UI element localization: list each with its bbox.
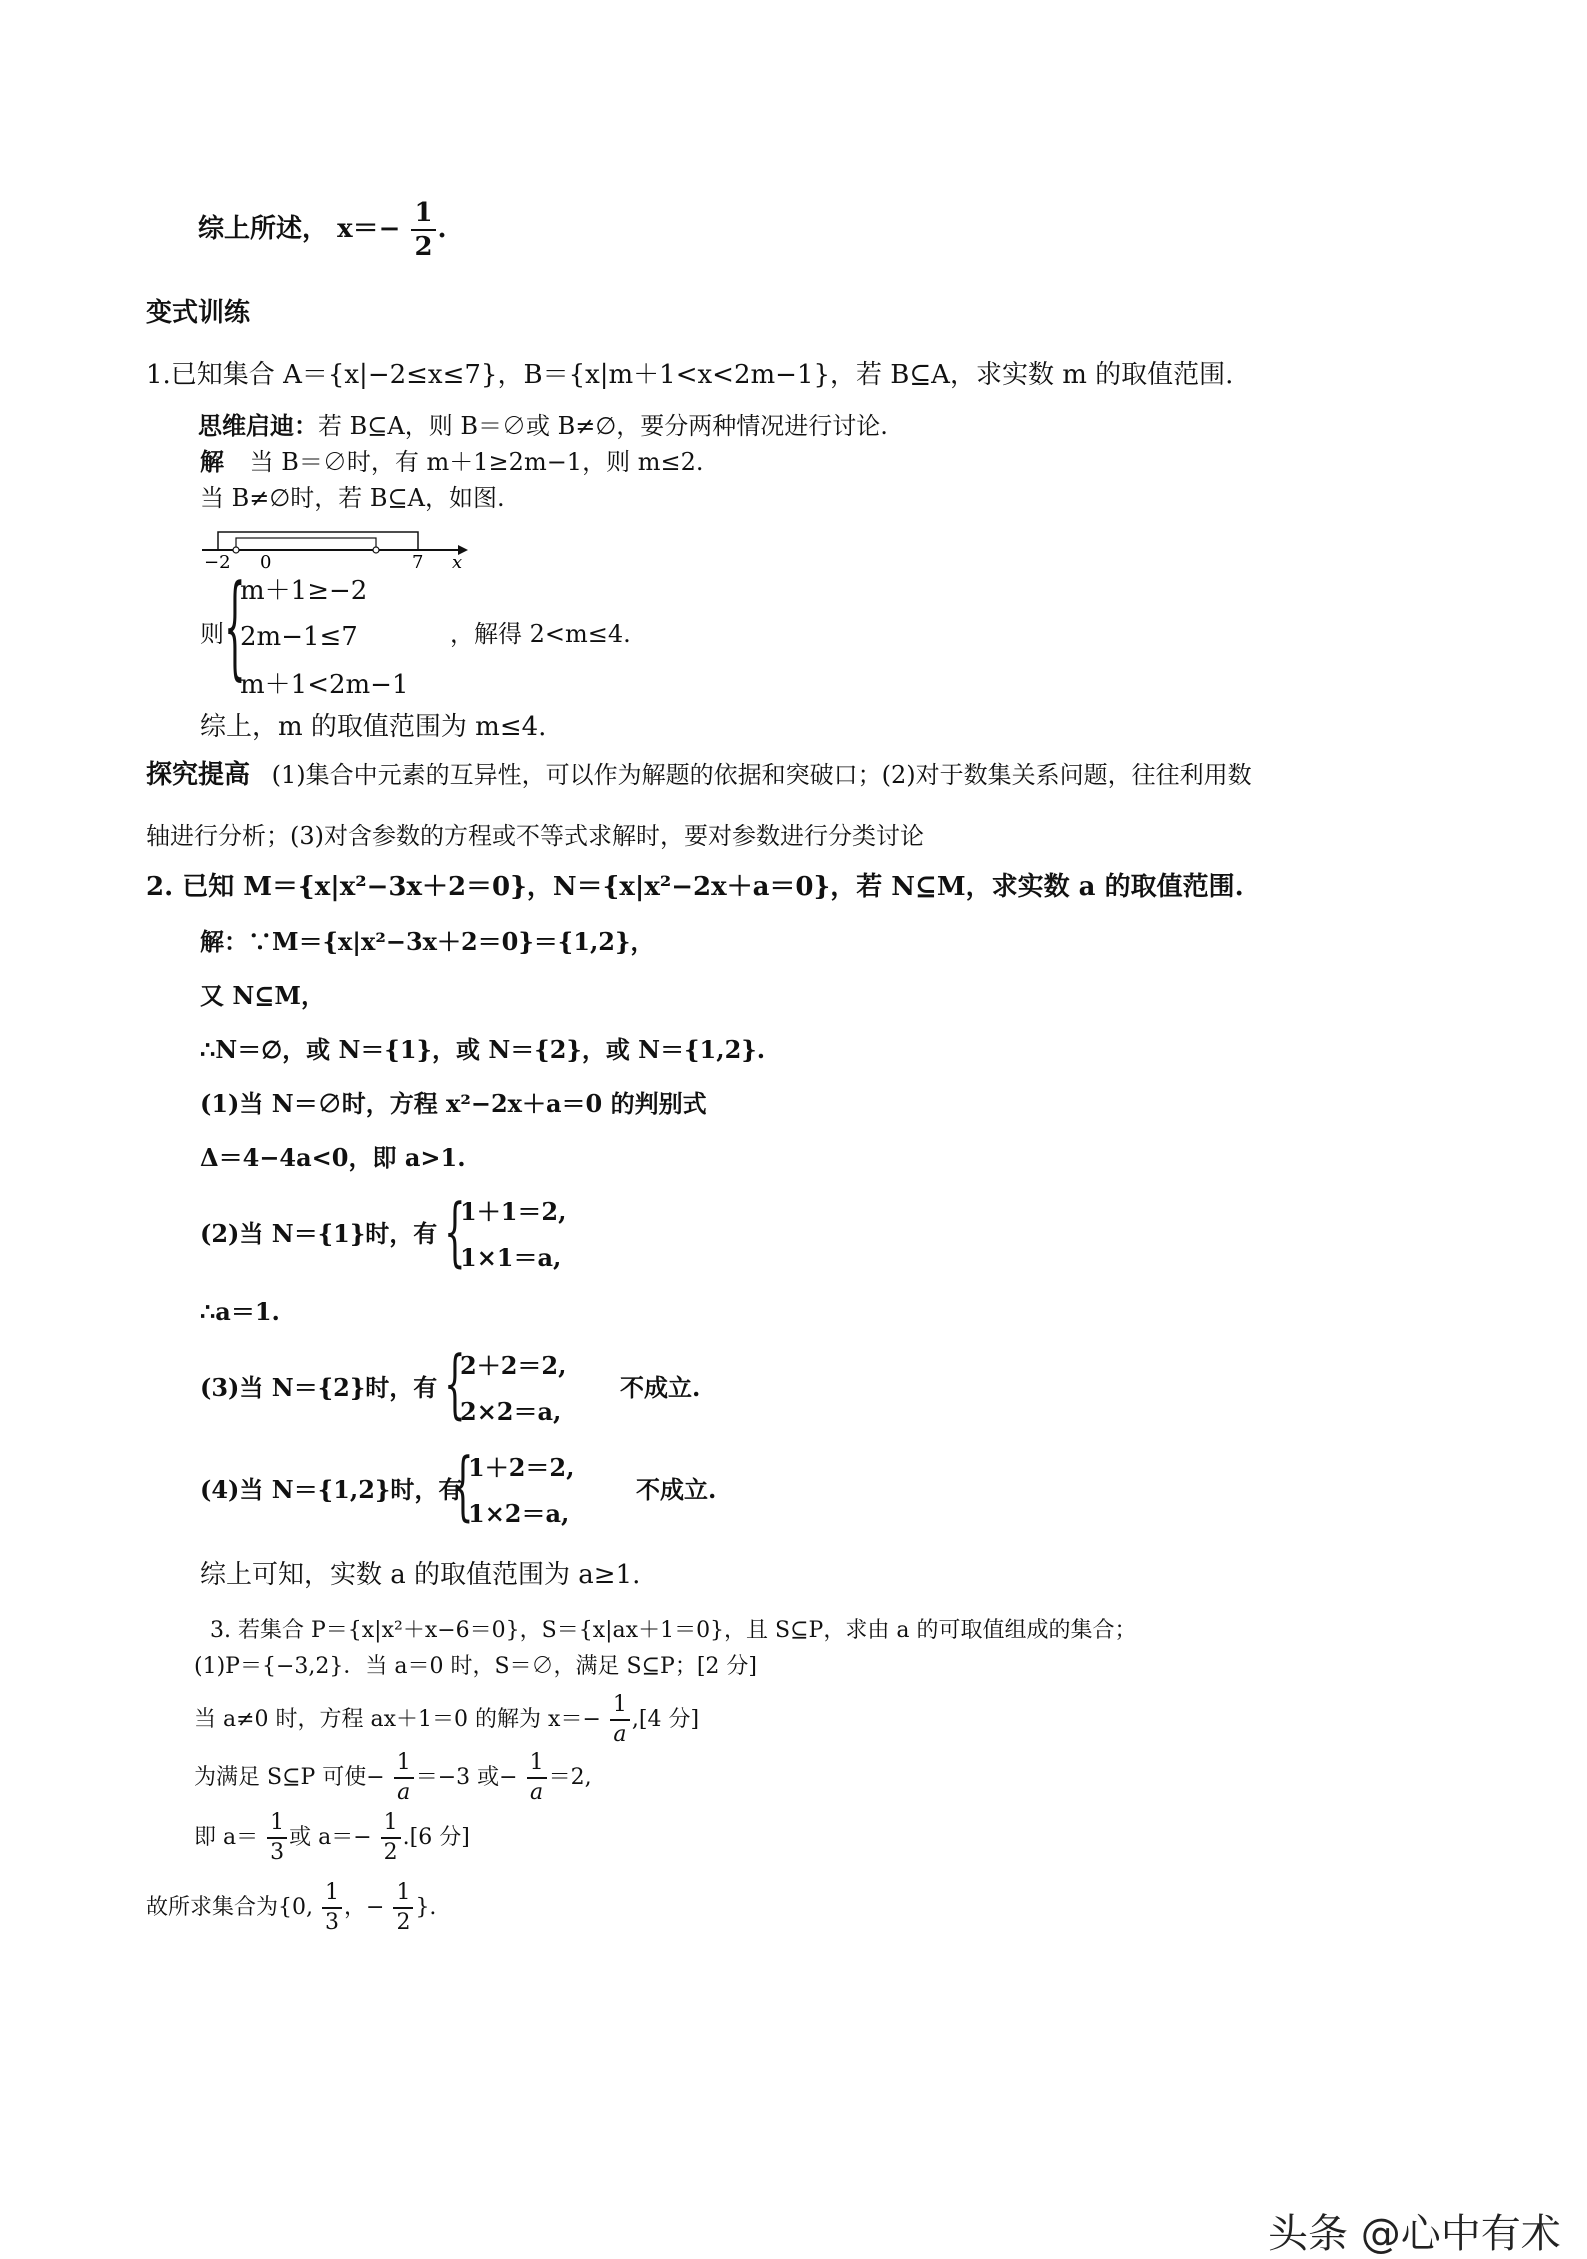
fraction-numerator: 1 (322, 1882, 342, 1909)
q1-conclusion: 综上，m 的取值范围为 m≤4. (200, 712, 547, 742)
q2-case2-row1: 1＋1＝2, (460, 1197, 567, 1226)
fraction-one-half (393, 1882, 413, 1934)
q3-stem: 3. 若集合 P＝{x|x²＋x−6＝0}，S＝{x|ax＋1＝0}，且 S⊆P，求由 a 的可取值组成的集合； (210, 1618, 1137, 1643)
top-conclusion (198, 200, 447, 260)
fraction-numerator: 1 (381, 1812, 401, 1839)
q2-line3: ∴N＝∅，或 N＝{1}，或 N＝{2}，或 N＝{1,2}. (200, 1035, 766, 1064)
fraction-numerator: 1 (610, 1694, 630, 1721)
q3-line2 (194, 1694, 699, 1746)
fraction-one-over-a (527, 1752, 547, 1804)
fraction-denominator: a (397, 1780, 411, 1805)
left-brace-icon: { (224, 562, 246, 695)
q2-line5: Δ＝4−4a<0，即 a>1. (200, 1143, 466, 1172)
q1-solve: ，解得 2<m≤4. (450, 620, 631, 648)
set-b-bracket (236, 538, 376, 550)
q2-case2-label: (2)当 N＝{1}时，有 (200, 1219, 438, 1248)
explore-line1 (146, 762, 1252, 788)
q2-case4-label: (4)当 N＝{1,2}时，有 (200, 1475, 463, 1504)
end-dot: . (437, 214, 447, 244)
fraction-half (411, 200, 435, 260)
left-brace-icon: { (444, 1341, 466, 1430)
q3-line5-mid: ，− (344, 1895, 385, 1920)
fraction-one-third (322, 1882, 342, 1934)
q3-line3-mid: ＝−3 或− (415, 1765, 518, 1790)
fraction-denominator: 2 (396, 1910, 411, 1935)
q1-ze: 则 (200, 620, 224, 648)
fraction-one-third (267, 1812, 287, 1864)
fraction-denominator: 2 (383, 1840, 398, 1865)
q2-line2: 又 N⊆M， (200, 981, 325, 1010)
q2-case4-row2: 1×2＝a, (468, 1499, 570, 1528)
explore-label: 探究提高 (146, 760, 251, 790)
q2-line1: 解：∵M＝{x|x²−3x＋2＝0}＝{1,2}， (200, 927, 655, 956)
hint-label: 思维启迪： (198, 411, 318, 440)
q2-stem: 2. 已知 M＝{x|x²−3x＋2＝0}，N＝{x|x²−2x＋a＝0}，若 N⊆M，求实数 a 的取值范围. (146, 872, 1244, 902)
fraction-one-over-a (610, 1694, 630, 1746)
q3-line2-tail: ,[4 分] (631, 1707, 700, 1732)
q3-line3-pre: 为满足 S⊆P 可使− (194, 1765, 385, 1790)
q1-sys-row3: m＋1<2m−1 (240, 670, 409, 700)
watermark: 头条 @心中有术 (1268, 2211, 1561, 2257)
hint-text: 若 B⊆A，则 B＝∅或 B≠∅，要分两种情况进行讨论. (318, 412, 888, 440)
q3-line3-tail: ＝2, (548, 1765, 592, 1790)
set-a-bracket (218, 532, 418, 550)
solution-text: 当 B＝∅时，有 m＋1≥2m−1，则 m≤2. (249, 448, 704, 476)
fraction-denominator: a (530, 1780, 544, 1805)
q1-sys-row2: 2m−1≤7 (240, 622, 358, 652)
fraction-denominator: a (613, 1722, 627, 1747)
tick-7: 7 (412, 552, 424, 570)
fraction-denominator: 3 (325, 1910, 339, 1935)
fraction-one-half (381, 1812, 401, 1864)
left-brace-icon: { (452, 1443, 474, 1532)
explore-text1: (1)集合中元素的互异性，可以作为解题的依据和突破口；(2)对于数集关系问题，往往利用数 (271, 761, 1252, 789)
fraction-numerator: 1 (267, 1812, 287, 1839)
fraction-numerator: 1 (393, 1882, 413, 1909)
q3-line3 (194, 1752, 592, 1804)
fraction-numerator: 1 (411, 200, 435, 231)
q2-conclusion: 综上可知，实数 a 的取值范围为 a≥1. (200, 1560, 641, 1590)
q1-solution-line1 (200, 447, 704, 476)
conclusion-prefix: 综上所述， (198, 214, 329, 244)
q2-case3-row1: 2＋2＝2, (460, 1351, 567, 1380)
open-point-left (233, 547, 239, 553)
q2-case2-row2: 1×1＝a, (460, 1243, 562, 1272)
fraction-one-over-a (394, 1752, 414, 1804)
fraction-denominator: 3 (270, 1840, 285, 1865)
open-point-right (373, 547, 379, 553)
x-equals: x＝− (337, 214, 401, 244)
q2-case3-row2: 2×2＝a, (460, 1397, 562, 1426)
q2-case4-row1: 1＋2＝2, (468, 1453, 575, 1482)
q1-stem: 1.已知集合 A＝{x|−2≤x≤7}，B＝{x|m＋1<x<2m−1}，若 B⊆A，求实数 m 的取值范围. (146, 360, 1234, 390)
q3-line5-tail: }. (415, 1895, 437, 1920)
axis-label-x: x (452, 552, 463, 570)
left-brace-icon: { (444, 1189, 466, 1278)
q2-case3-label: (3)当 N＝{2}时，有 (200, 1373, 438, 1402)
q3-line5-pre: 故所求集合为{0, (146, 1895, 313, 1920)
tick-neg2: −2 (204, 552, 231, 570)
fraction-numerator: 1 (527, 1752, 547, 1779)
fraction-numerator: 1 (394, 1752, 414, 1779)
explore-line2: 轴进行分析；(3)对含参数的方程或不等式求解时，要对参数进行分类讨论 (146, 822, 924, 850)
q2-case3-tail: 不成立. (620, 1373, 701, 1402)
q1-sys-row1: m＋1≥−2 (240, 576, 368, 606)
q3-line4-mid: 或 a＝− (289, 1825, 372, 1850)
tick-0: 0 (260, 552, 272, 570)
fraction-denominator: 2 (414, 232, 433, 262)
section-title: 变式训练 (146, 298, 251, 328)
q2-case4-tail: 不成立. (636, 1475, 717, 1504)
q3-line4 (194, 1812, 470, 1864)
q2-line6: ∴a＝1. (200, 1297, 280, 1326)
q2-line4: (1)当 N＝∅时，方程 x²−2x＋a＝0 的判别式 (200, 1089, 707, 1118)
q3-line4-pre: 即 a＝ (194, 1825, 259, 1850)
q3-line4-tail: .[6 分] (402, 1825, 470, 1850)
q3-line2-pre: 当 a≠0 时，方程 ax＋1＝0 的解为 x＝− (194, 1707, 601, 1732)
q3-line5 (146, 1882, 436, 1934)
q3-line1: (1)P＝{−3,2}．当 a＝0 时，S＝∅，满足 S⊆P；[2 分] (194, 1654, 758, 1679)
q1-solution-line2: 当 B≠∅时，若 B⊆A，如图. (200, 484, 505, 512)
q1-hint (198, 411, 888, 440)
solution-label: 解 (200, 447, 224, 476)
